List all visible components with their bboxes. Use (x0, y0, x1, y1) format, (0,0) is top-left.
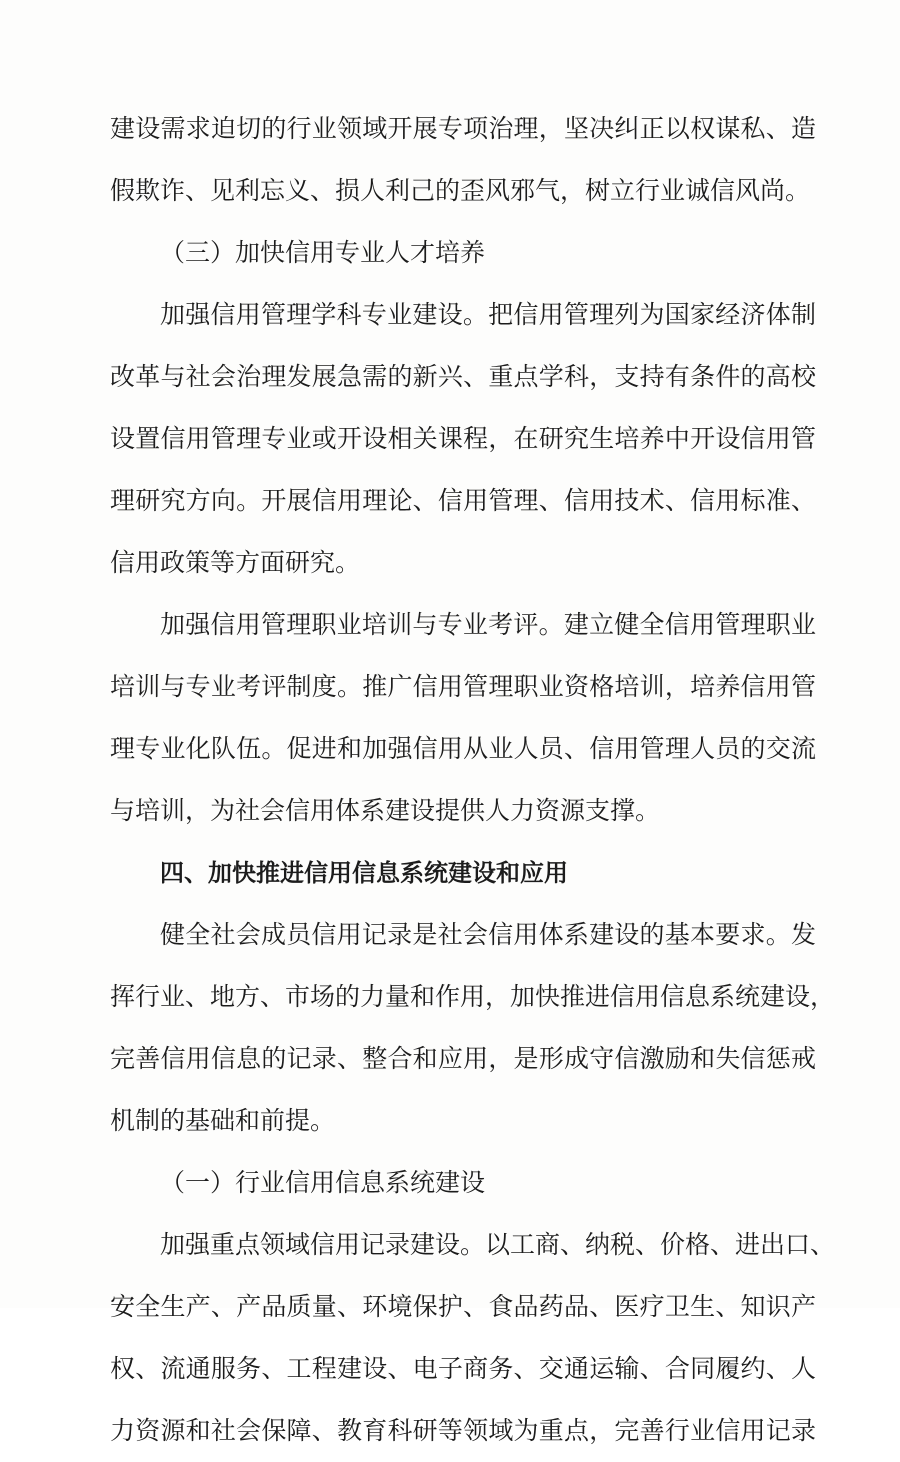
subsection-heading-4-1: （一）行业信用信息系统建设 (160, 1168, 486, 1197)
text-line: 培训与专业考评制度。推广信用管理职业资格培训，培养信用管 (110, 672, 816, 701)
text-line: 权、流通服务、工程建设、电子商务、交通运输、合同履约、人 (110, 1354, 816, 1383)
paragraph-discipline-building (110, 284, 816, 594)
text-line: 改革与社会治理发展急需的新兴、重点学科，支持有条件的高校 (110, 362, 816, 391)
text-line: 力资源和社会保障、教育科研等领域为重点，完善行业信用记录 (110, 1416, 816, 1445)
text-line: 建设需求迫切的行业领域开展专项治理，坚决纠正以权谋私、造 (110, 114, 816, 143)
text-line: 与培训，为社会信用体系建设提供人力资源支撑。 (110, 796, 661, 825)
paragraph-key-areas (110, 1214, 836, 1462)
paragraph-credit-records (110, 904, 836, 1152)
text-line: 理研究方向。开展信用理论、信用管理、信用技术、信用标准、 (110, 486, 816, 515)
text-line: 设置信用管理专业或开设相关课程，在研究生培养中开设信用管 (110, 424, 816, 453)
text-line: 健全社会成员信用记录是社会信用体系建设的基本要求。发 (160, 920, 816, 949)
continuation-paragraph (110, 98, 816, 222)
text-line: 理专业化队伍。促进和加强信用从业人员、信用管理人员的交流 (110, 734, 816, 763)
text-line: 假欺诈、见利忘义、损人利己的歪风邪气，树立行业诚信风尚。 (110, 176, 811, 205)
text-line: 安全生产、产品质量、环境保护、食品药品、医疗卫生、知识产 (110, 1292, 816, 1321)
text-line: 加强信用管理学科专业建设。把信用管理列为国家经济体制 (160, 300, 816, 329)
text-line: 加强信用管理职业培训与专业考评。建立健全信用管理职业 (160, 610, 816, 639)
section-heading-3: （三）加快信用专业人才培养 (160, 238, 486, 267)
text-line: 完善信用信息的记录、整合和应用，是形成守信激励和失信惩戒 (110, 1044, 816, 1073)
text-line: 挥行业、地方、市场的力量和作用，加快推进信用信息系统建设， (110, 982, 836, 1011)
paragraph-vocational-training (110, 594, 816, 842)
section-heading-4: 四、加快推进信用信息系统建设和应用 (160, 859, 568, 887)
text-line: 加强重点领域信用记录建设。以工商、纳税、价格、进出口、 (160, 1230, 836, 1259)
text-line: 信用政策等方面研究。 (110, 548, 361, 577)
text-line: 机制的基础和前提。 (110, 1106, 336, 1135)
